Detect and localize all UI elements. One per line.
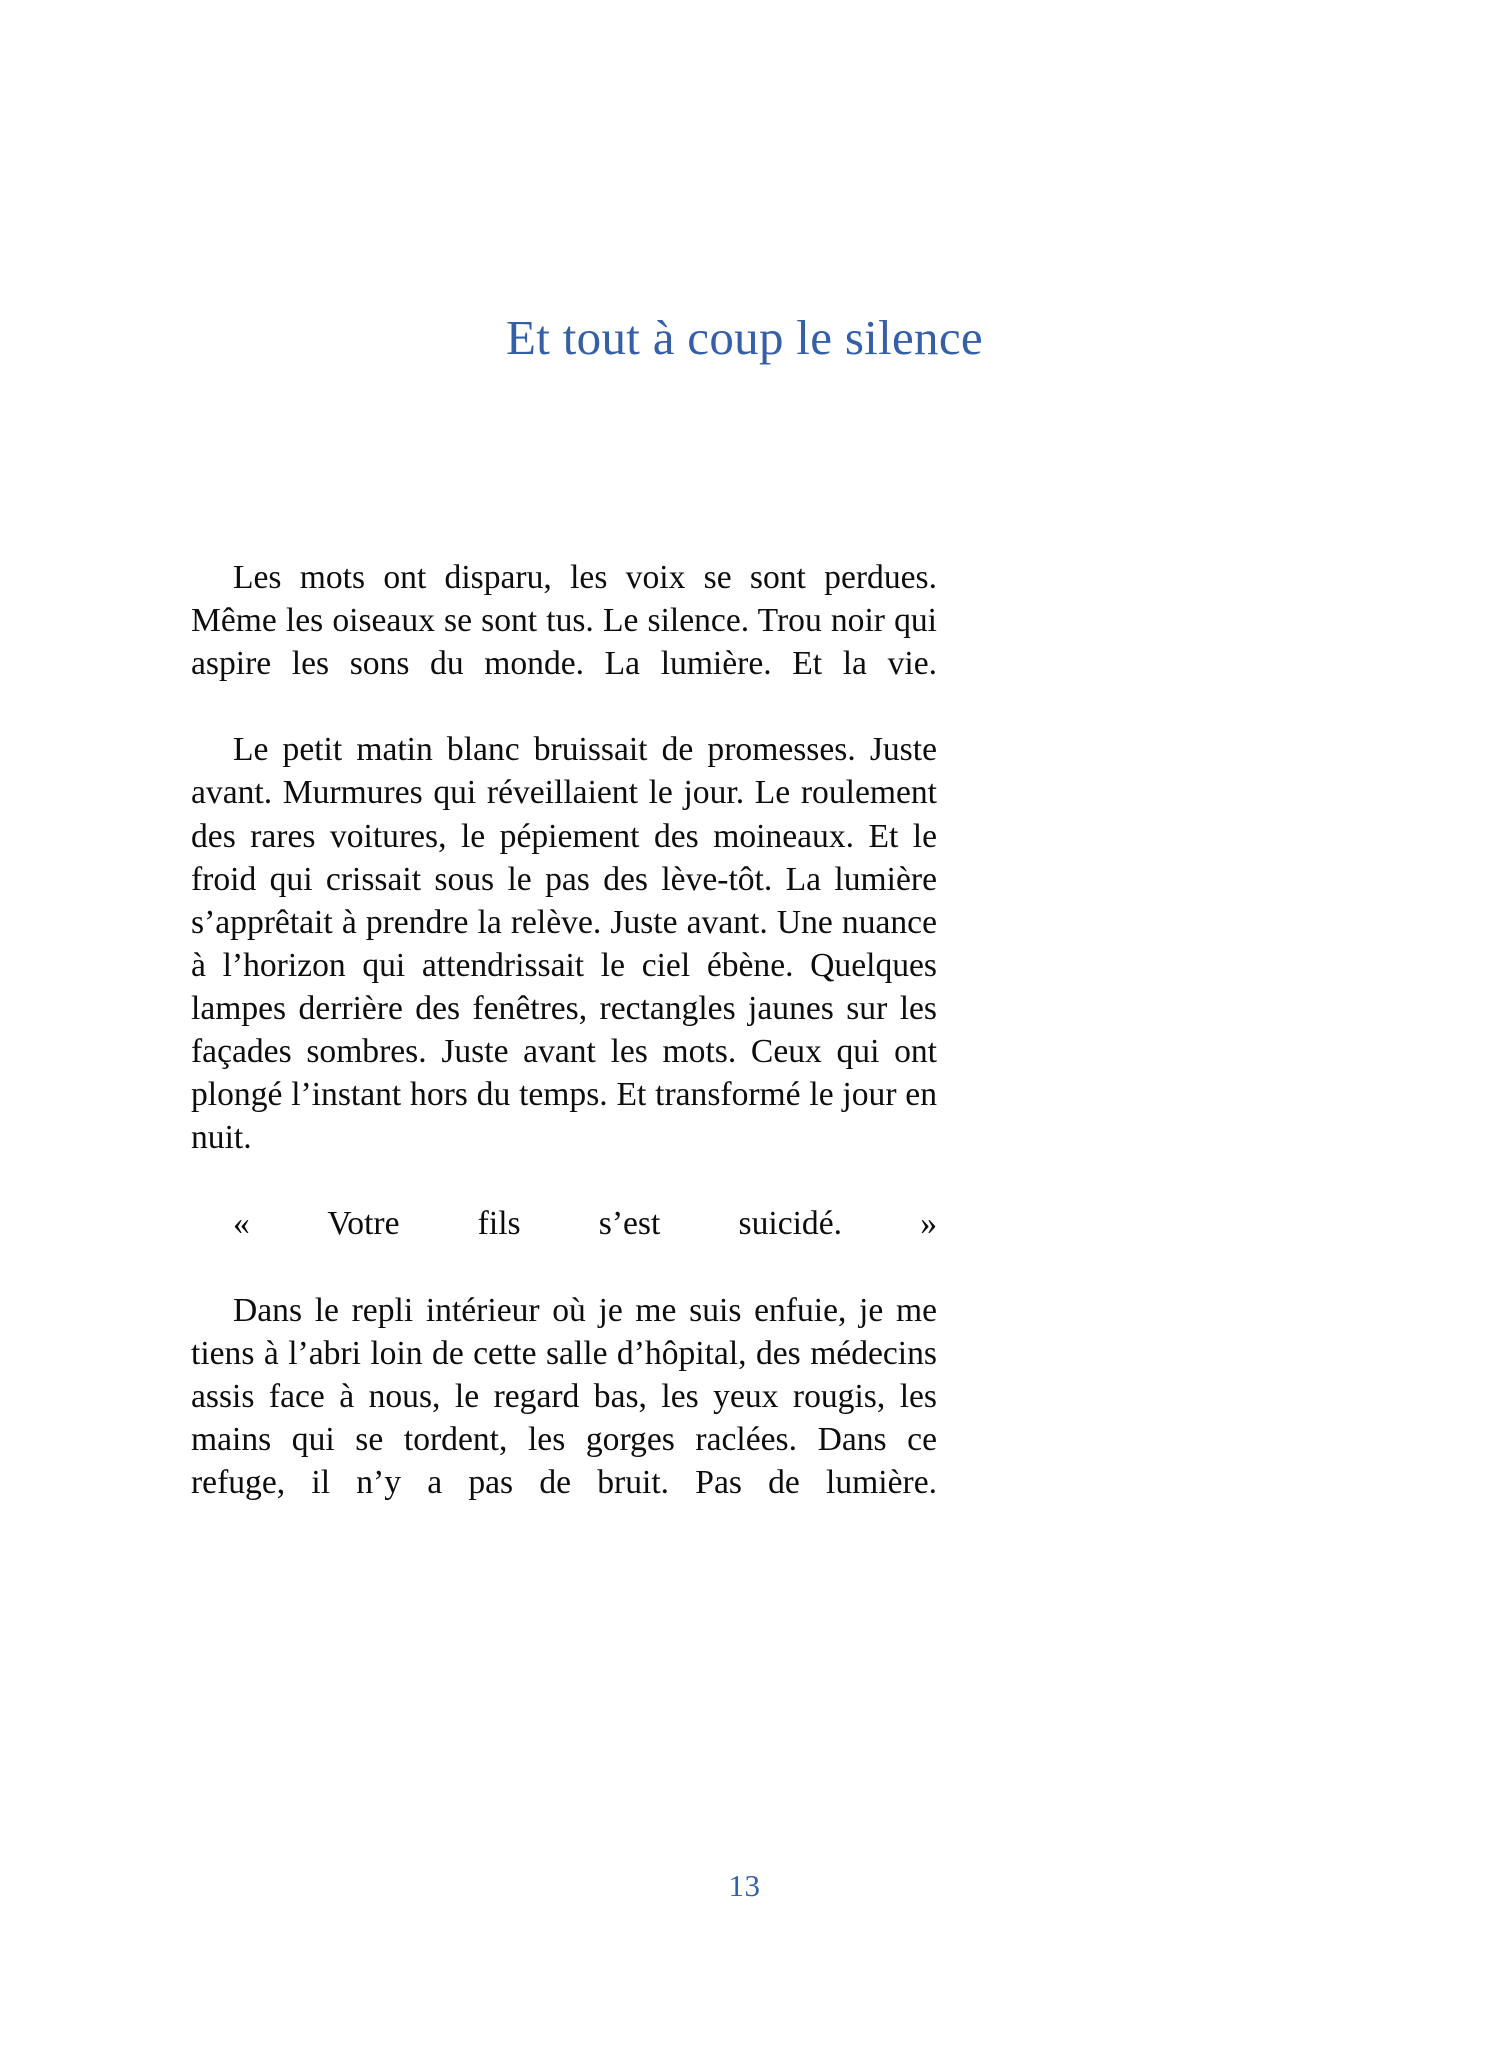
paragraph: Le petit matin blanc bruissait de promesses. Juste avant. Murmures qui réveillaient le jour. Le roulement des rares voitures, le pépiement des moineaux. Et le froid qui crissait sous le pas des lève-tôt. La lumière s’apprêtait à prendre la relève. Juste avant. Une nuance à l’horizon qui attendrissait le ciel ébène. Quelques lampes derrière des fenêtres, rectangles jaunes sur les façades sombres. Juste avant les mots. Ceux qui ont plongé l’instant hors du temps. Et transformé le jour en nuit.	[191, 731, 937, 1157]
body-text-block	[191, 556, 937, 1547]
chapter-title: Et tout à coup le silence	[506, 309, 983, 365]
paragraph: Dans le repli intérieur où je me suis enfuie, je me tiens à l’abri loin de cette salle d’hôpital, des médecins assis face à nous, le regard bas, les yeux rougis, les mains qui se tordent, les gorges raclées. Dans ce refuge, il n’y a pas de bruit. Pas de lumière.	[191, 1291, 937, 1501]
page-number: 13	[728, 1868, 761, 1903]
paragraph: Les mots ont disparu, les voix se sont perdues. Même les oiseaux se sont tus. Le silence. Trou noir qui aspire les sons du monde. La lumière. Et la vie.	[191, 559, 937, 683]
paragraph: « Votre fils s’est suicidé. »	[233, 1205, 937, 1243]
